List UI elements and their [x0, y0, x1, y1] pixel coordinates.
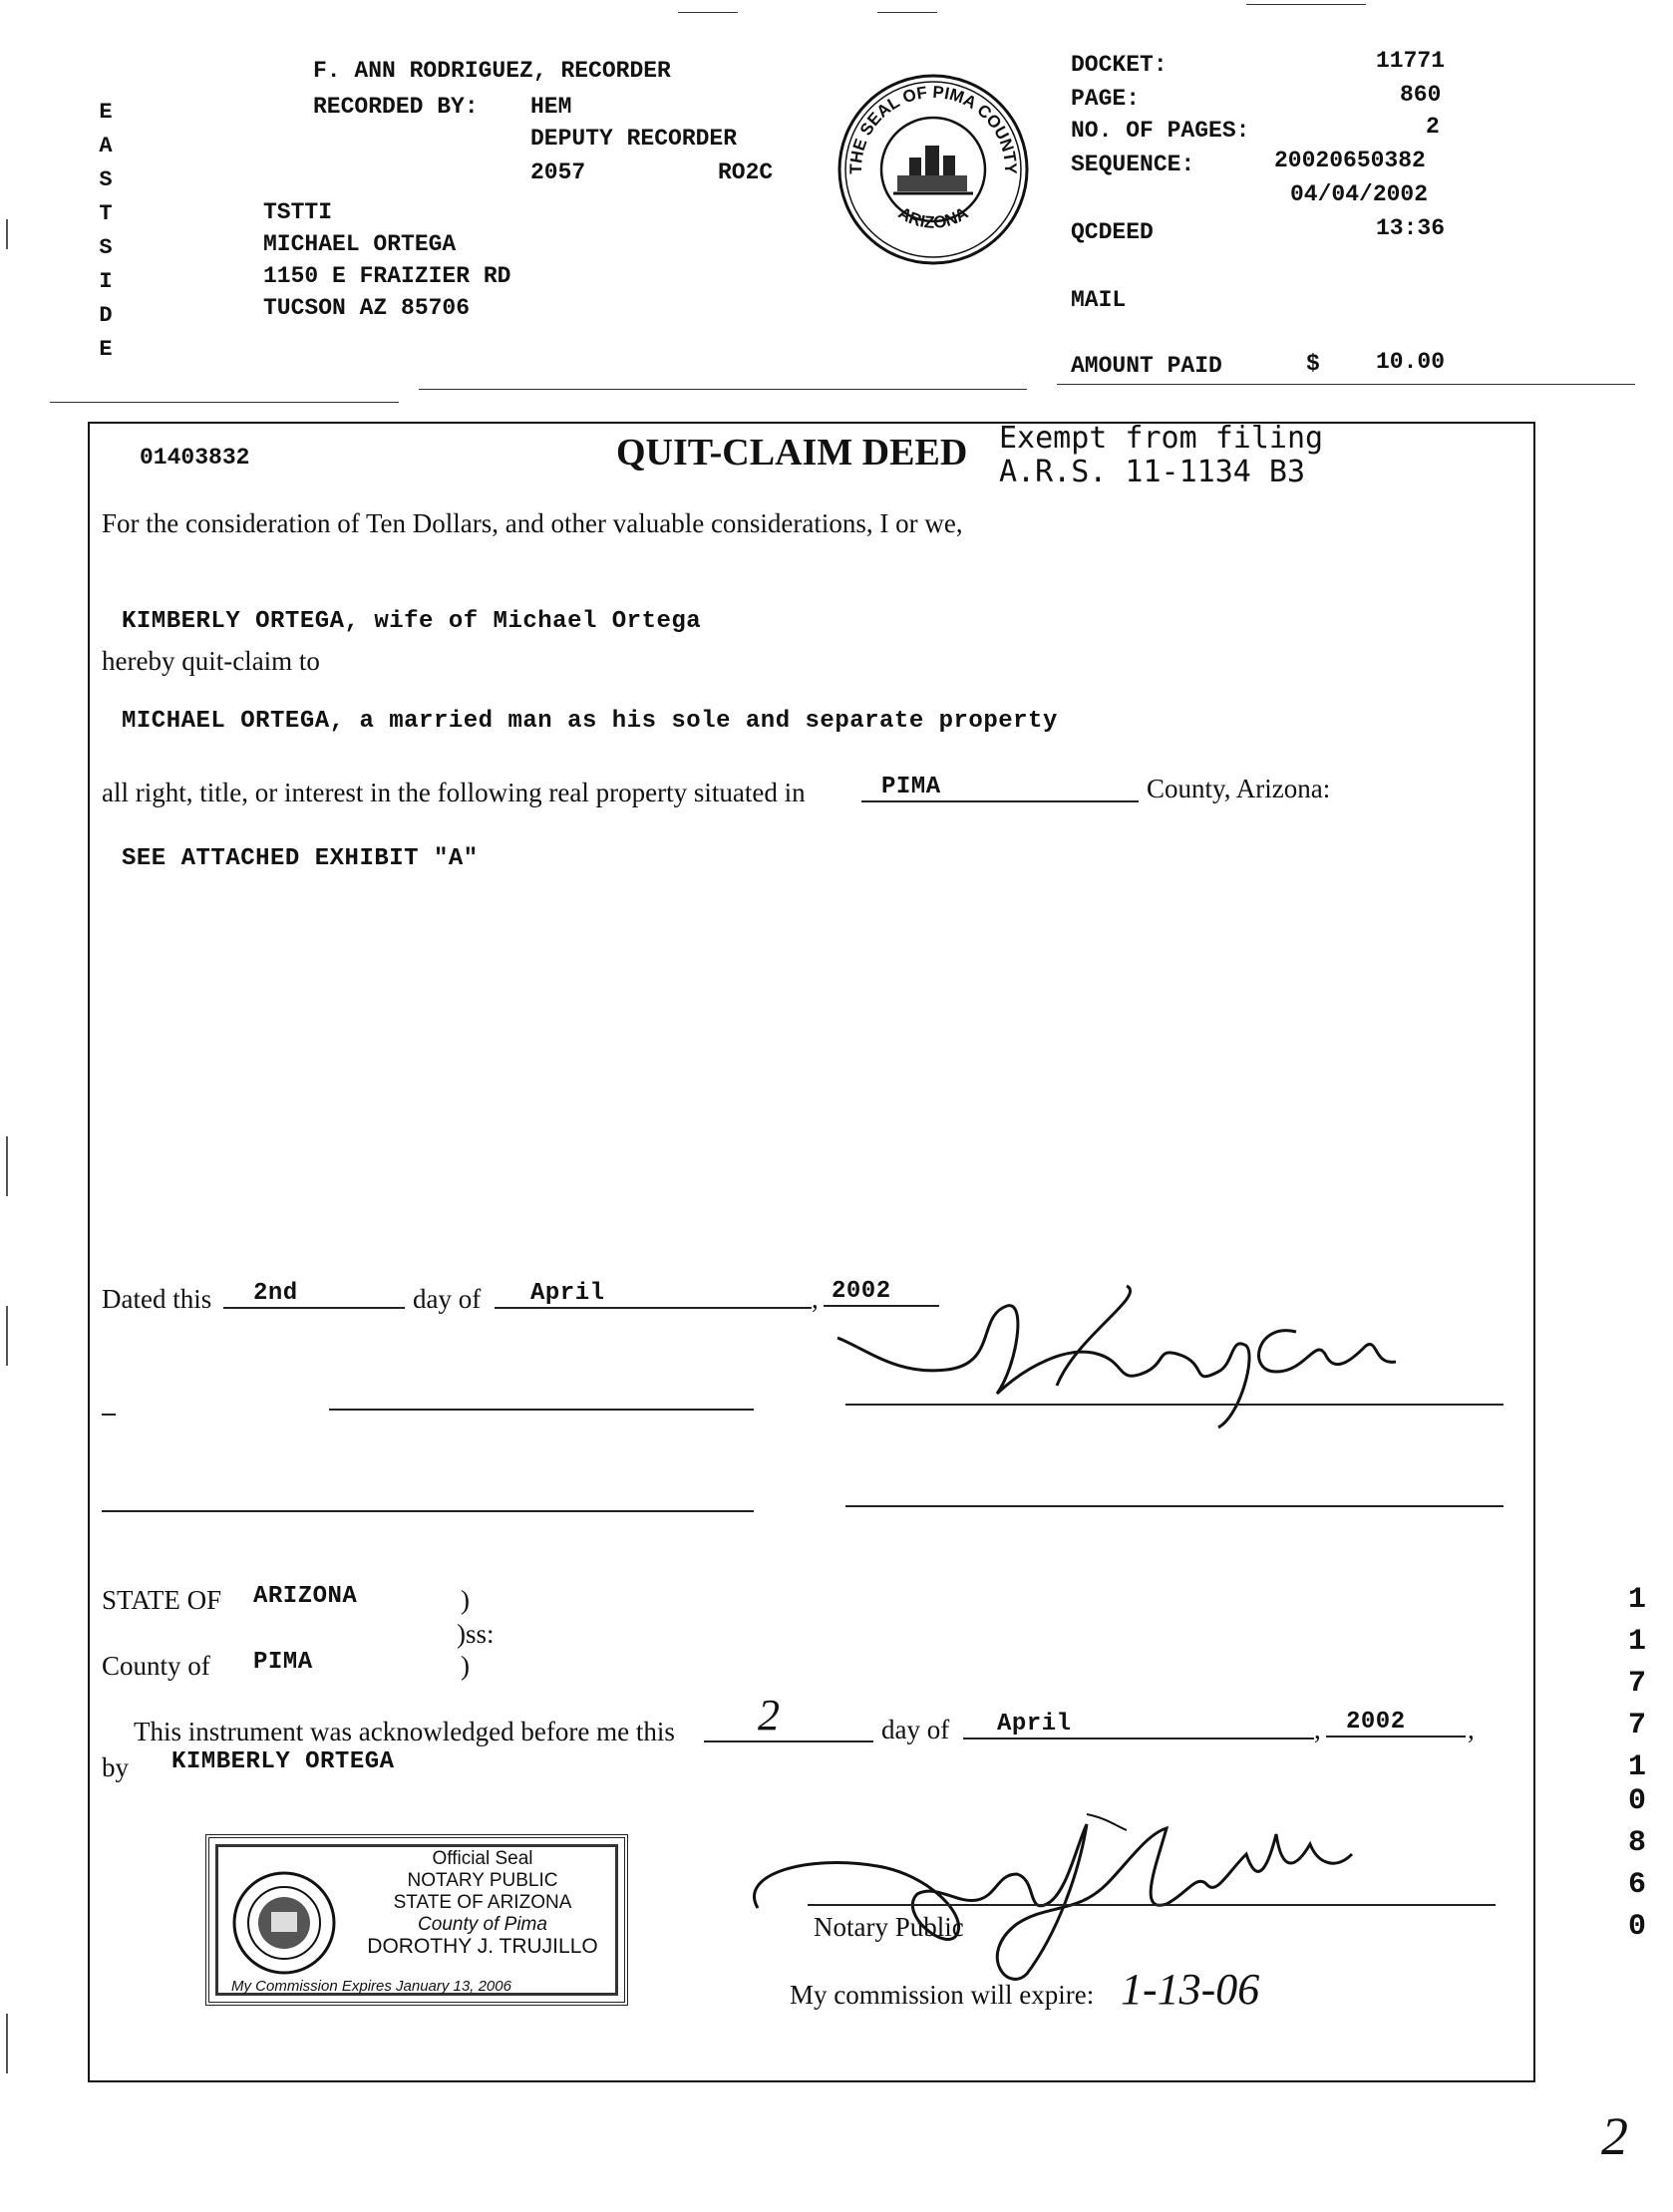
notary-public-label: Notary Public — [814, 1912, 964, 1942]
day-of-label: day of — [413, 1284, 482, 1314]
recording-time: 13:36 — [1376, 215, 1446, 241]
deed-number: 01403832 — [140, 445, 250, 471]
dated-month-field: April — [495, 1280, 812, 1309]
page-label: PAGE: — [1071, 86, 1141, 112]
signature-mark — [102, 1414, 116, 1416]
instrument-text: This instrument was acknowledged before me this — [134, 1717, 675, 1746]
paren-2: ) — [461, 1651, 470, 1681]
recorder-code-1: 2057 — [530, 159, 586, 185]
grantor-signature — [828, 1276, 1406, 1445]
county-field: PIMA — [861, 774, 1139, 802]
pages-label: NO. OF PAGES: — [1071, 118, 1250, 144]
exempt-line-1: Exempt from filing — [999, 421, 1324, 456]
dated-year-field: 2002 — [824, 1278, 939, 1307]
arizona-seal-icon — [229, 1868, 339, 1978]
notary-stamp-text: Official Seal NOTARY PUBLIC STATE OF ARIZONA County of Pima DOROTHY J. TRUJILLO — [367, 1848, 598, 1958]
pages-value: 2 — [1426, 114, 1440, 140]
commission-date: 1-13-06 — [1121, 1965, 1260, 2014]
ack-year-field: 2002 — [1326, 1709, 1466, 1738]
margin-page-vertical: 0 8 6 0 — [1627, 1784, 1646, 1944]
consideration-text: For the consideration of Ten Dollars, and other valuable considerations, I or we, — [102, 508, 963, 538]
amount-paid-label: AMOUNT PAID — [1071, 353, 1222, 379]
signature-line — [102, 1510, 754, 1512]
deed-title: QUIT-CLAIM DEED — [616, 432, 968, 474]
ss-label: )ss: — [457, 1619, 495, 1649]
scan-mark — [6, 1306, 8, 1366]
dated-this-label: Dated this — [102, 1284, 212, 1314]
notary-signature — [728, 1804, 1386, 1994]
recorder-name: F. ANN RODRIGUEZ, RECORDER — [313, 58, 671, 84]
deputy-recorder: DEPUTY RECORDER — [530, 126, 738, 152]
scan-mark — [6, 1136, 8, 1196]
top-mark — [877, 12, 937, 13]
corner-page-mark: 2 — [1601, 2106, 1628, 2166]
header-rule-right — [1057, 384, 1635, 385]
grantee-name: MICHAEL ORTEGA, a married man as his sole and separate property — [122, 708, 1058, 735]
top-mark — [678, 12, 738, 13]
ack-comma-1: , — [1314, 1715, 1321, 1744]
eastside-vertical-label: E A S T S I D E — [99, 100, 113, 362]
recording-date: 04/04/2002 — [1290, 181, 1429, 207]
by-value: KIMBERLY ORTEGA — [171, 1748, 395, 1775]
top-mark — [1246, 4, 1366, 5]
quitclaim-to-text: hereby quit-claim to — [102, 646, 320, 676]
ack-day-field: 2 — [704, 1691, 873, 1742]
county-suffix: County, Arizona: — [1147, 774, 1331, 803]
addressee-line-2: MICHAEL ORTEGA — [263, 231, 457, 257]
addressee-line-4: TUCSON AZ 85706 — [263, 295, 471, 321]
paren-1: ) — [461, 1585, 470, 1615]
notary-stamp — [205, 1834, 628, 2006]
sequence-value: 20020650382 — [1274, 148, 1426, 173]
header-rule — [419, 389, 1027, 390]
recorder-code-2: RO2C — [718, 159, 774, 185]
signature-line — [845, 1404, 1504, 1406]
commission-label: My commission will expire: — [790, 1980, 1095, 2010]
interest-text: all right, title, or interest in the following real property situated in — [102, 778, 806, 807]
amount-currency: $ — [1306, 351, 1320, 377]
margin-docket-vertical: 1 1 7 7 1 — [1627, 1583, 1646, 1784]
svg-text:ARIZONA: ARIZONA — [894, 202, 972, 232]
by-label: by — [102, 1752, 129, 1782]
county-seal-icon — [836, 72, 1031, 267]
amount-paid-value: 10.00 — [1376, 349, 1446, 375]
addressee-line-3: 1150 E FRAIZIER RD — [263, 263, 511, 289]
signature-line — [845, 1505, 1504, 1507]
scan-mark — [6, 2014, 8, 2073]
header-rule-left — [50, 402, 399, 403]
grantor-name: KIMBERLY ORTEGA, wife of Michael Ortega — [122, 608, 702, 635]
ack-day-of-label: day of — [881, 1715, 950, 1744]
document-type: QCDEED — [1071, 219, 1154, 245]
ack-month-field: April — [963, 1711, 1314, 1739]
svg-text:Kimberly Ortega: Kimberly Ortega — [837, 1441, 844, 1442]
exhibit-reference: SEE ATTACHED EXHIBIT "A" — [122, 845, 479, 872]
mail-label: MAIL — [1071, 287, 1127, 313]
date-comma: , — [812, 1284, 819, 1314]
docket-label: DOCKET: — [1071, 52, 1168, 78]
notary-signature-line — [808, 1904, 1496, 1906]
ack-comma-2: , — [1468, 1715, 1475, 1744]
notary-commission-line: My Commission Expires January 13, 2006 — [231, 1978, 511, 1995]
page-value: 860 — [1400, 82, 1442, 108]
dated-day-field: 2nd — [223, 1280, 405, 1309]
svg-text:Dorothy J. Trujillo: Dorothy J. Trujillo — [738, 1990, 746, 1991]
docket-value: 11771 — [1376, 48, 1446, 74]
recorded-by-label: RECORDED BY: — [313, 94, 479, 120]
county-label: County of — [102, 1651, 210, 1681]
state-value: ARIZONA — [253, 1583, 358, 1610]
signature-line — [329, 1409, 754, 1411]
scan-mark — [6, 219, 8, 249]
state-label: STATE OF — [102, 1585, 222, 1615]
sequence-label: SEQUENCE: — [1071, 152, 1195, 177]
exempt-line-2: A.R.S. 11-1134 B3 — [999, 455, 1306, 489]
recorded-by-value: HEM — [530, 94, 572, 120]
svg-text:THE SEAL OF PIMA COUNTY: THE SEAL OF PIMA COUNTY — [845, 82, 1021, 174]
county-value: PIMA — [253, 1649, 313, 1676]
addressee-line-1: TSTTI — [263, 199, 333, 225]
